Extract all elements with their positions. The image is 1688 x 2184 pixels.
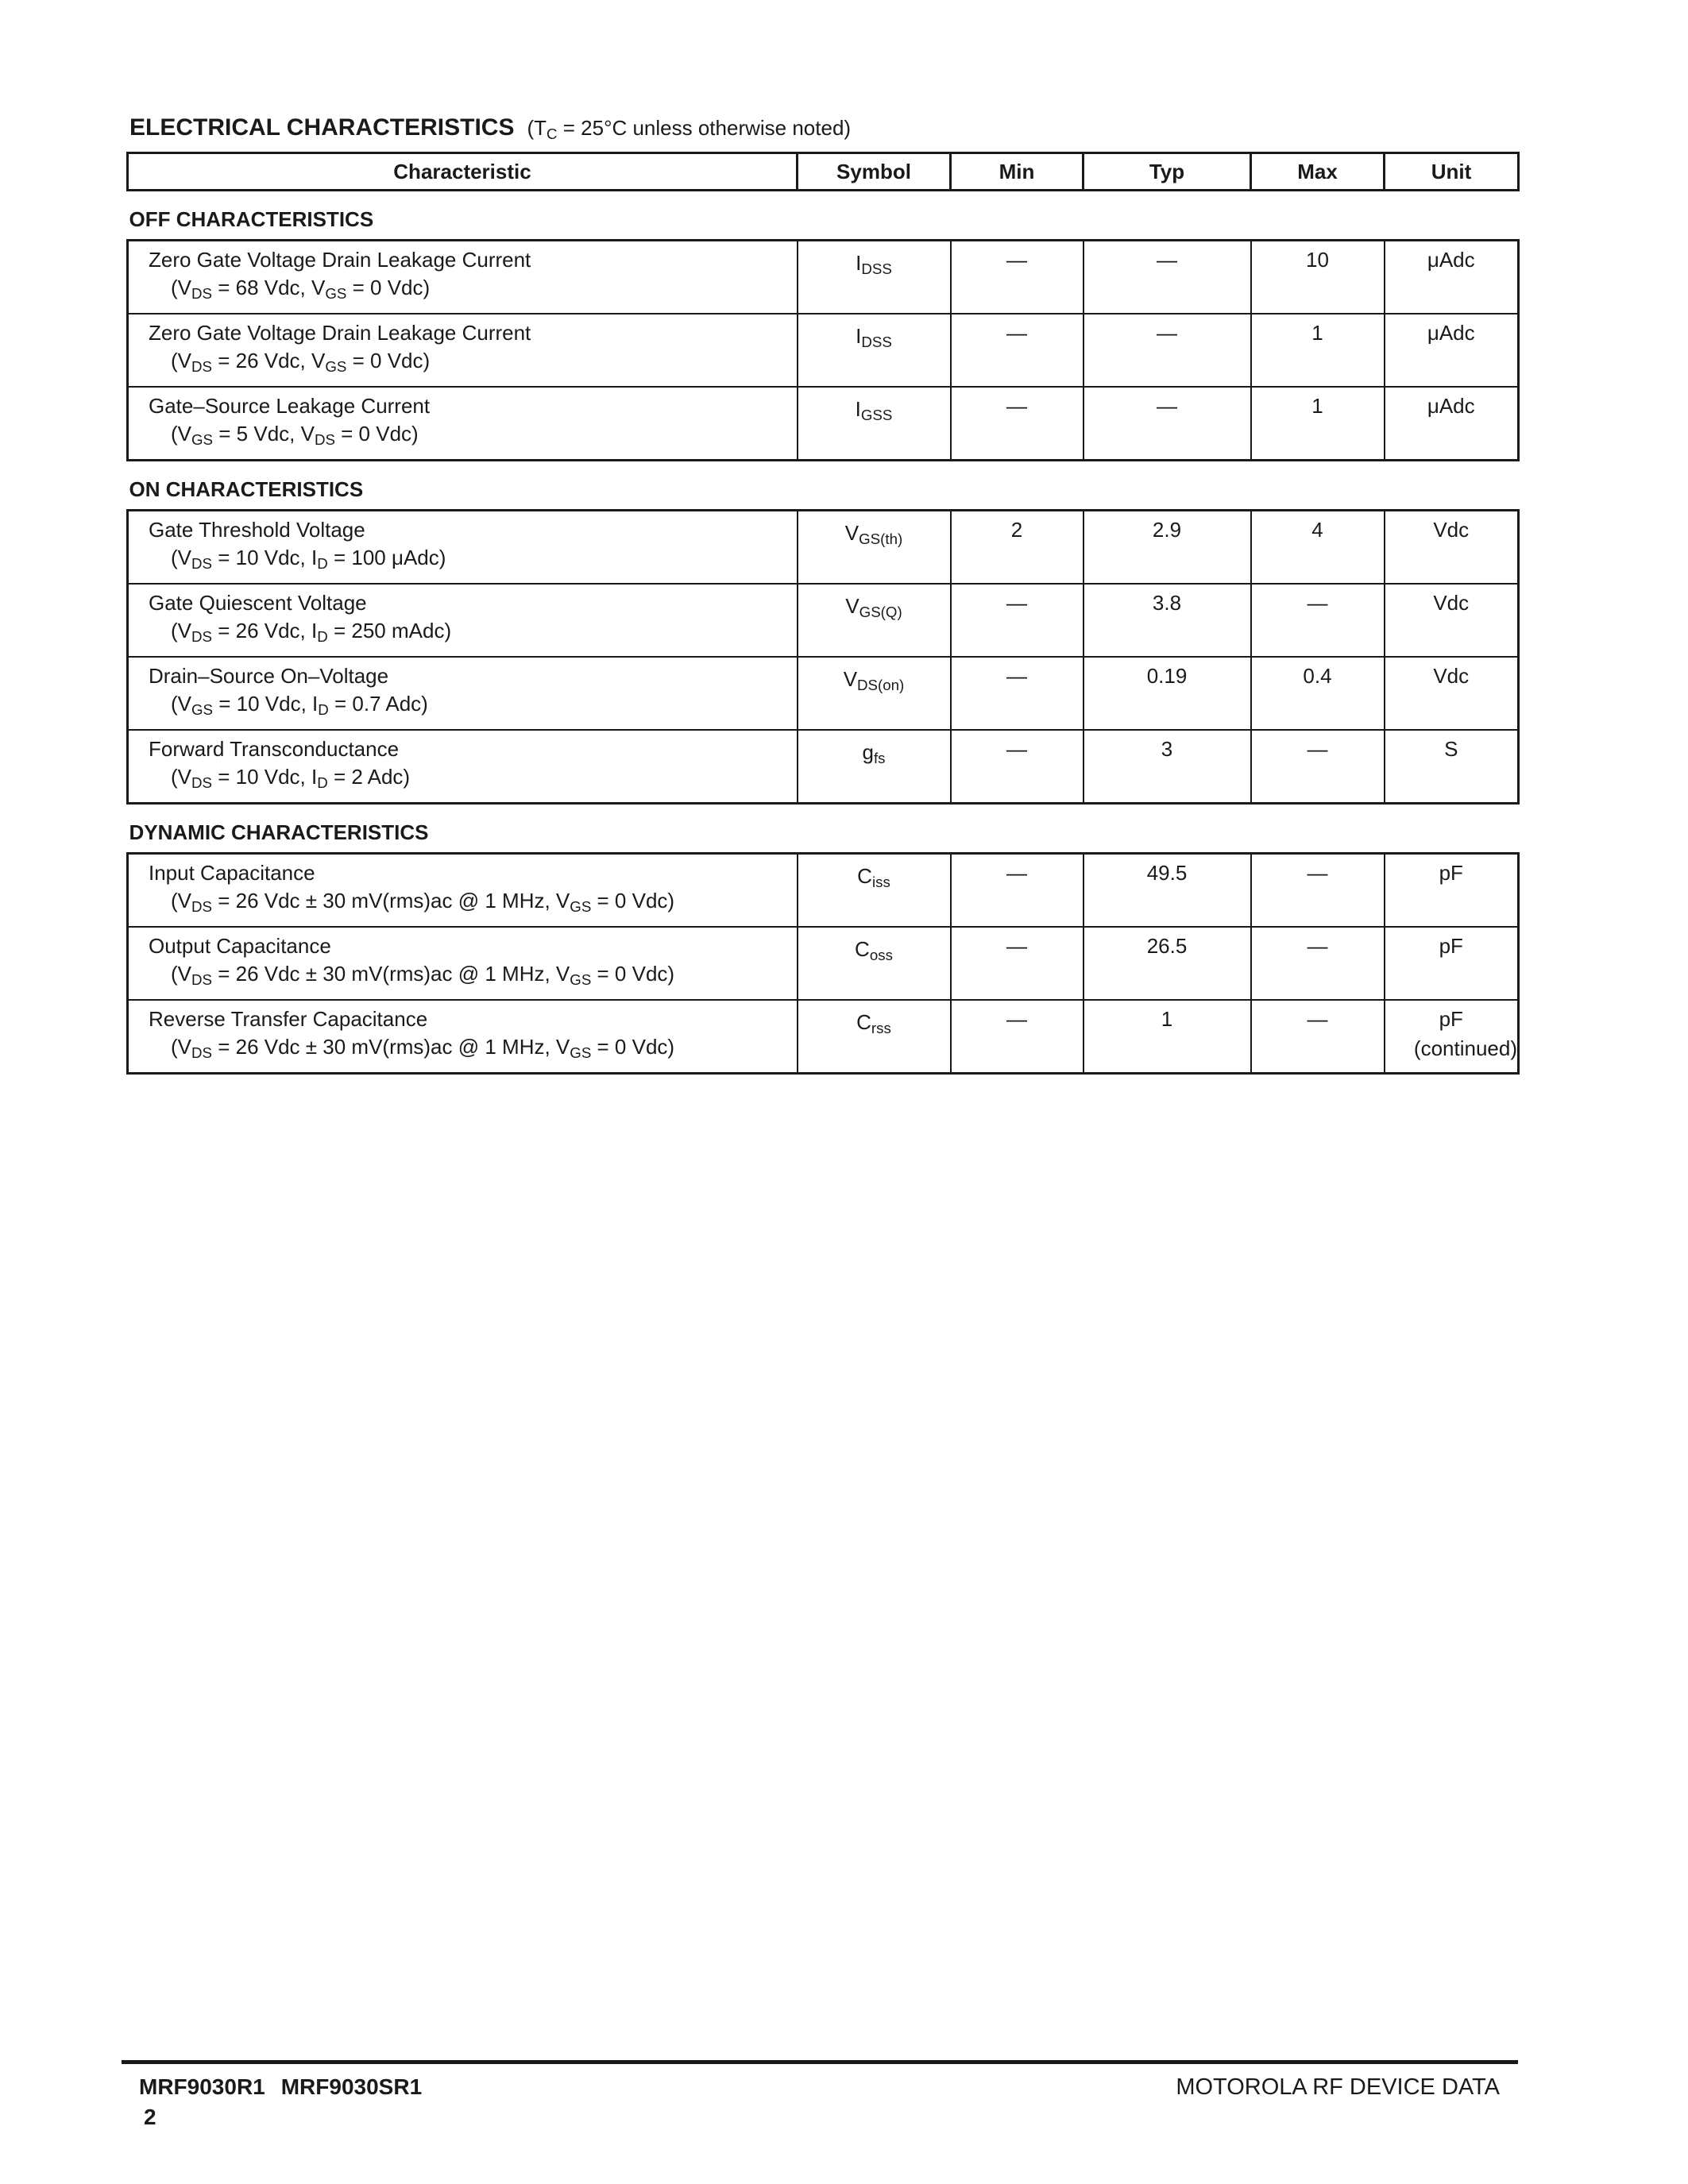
max-cell: 0.4 bbox=[1251, 657, 1385, 730]
page-number: 2 bbox=[144, 2105, 156, 2129]
characteristic-name: Zero Gate Voltage Drain Leakage Current bbox=[149, 248, 531, 272]
typ-cell: 3.8 bbox=[1083, 584, 1251, 657]
test-condition: ($V_{DS} = 26$ Vdc, $V_{GS} = 0$ Vdc) bbox=[171, 349, 431, 376]
part-number: MRF9030SR1 bbox=[280, 2074, 423, 2099]
unit-cell: S bbox=[1385, 730, 1519, 804]
test-condition: ($V_{DS} = 26$ Vdc ± 30 mV(rms)ac @ 1 MHz, $V_{GS} = 0$ Vdc) bbox=[171, 889, 675, 916]
typ-cell: 0.19 bbox=[1083, 657, 1251, 730]
table-row bbox=[128, 730, 1519, 804]
test-condition: ($V_{DS} = 68$ Vdc, $V_{GS} = 0$ Vdc) bbox=[171, 276, 431, 303]
characteristic-cell bbox=[128, 730, 798, 804]
column-header-symbol: Symbol bbox=[798, 153, 951, 191]
test-condition: ($V_{DS} = 26$ Vdc, $I_D = 250$ mAdc) bbox=[171, 619, 452, 646]
unit-cell: Vdc bbox=[1385, 511, 1519, 585]
test-condition: ($V_{GS} = 5$ Vdc, $V_{DS} = 0$ Vdc) bbox=[171, 422, 419, 449]
test-condition: ($V_{DS} = 26$ Vdc ± 30 mV(rms)ac @ 1 MHz, $V_{GS} = 0$ Vdc) bbox=[171, 962, 675, 989]
typ-cell: 49.5 bbox=[1083, 854, 1251, 928]
section-header-row bbox=[128, 191, 1519, 241]
table-row bbox=[128, 584, 1519, 657]
symbol-cell bbox=[798, 854, 951, 928]
typ-cell: 3 bbox=[1083, 730, 1251, 804]
characteristic-cell bbox=[128, 584, 798, 657]
min-cell: — bbox=[951, 241, 1083, 314]
symbol: $g_{fs}$ bbox=[862, 740, 886, 767]
section-title: ON CHARACTERISTICS bbox=[129, 477, 364, 501]
max-cell: — bbox=[1251, 1000, 1385, 1074]
publisher-label: MOTOROLA RF DEVICE DATA bbox=[1176, 2074, 1500, 2100]
symbol-cell bbox=[798, 511, 951, 585]
unit-cell: μAdc bbox=[1385, 387, 1519, 461]
unit-cell: pF bbox=[1385, 1000, 1519, 1074]
min-cell: — bbox=[951, 584, 1083, 657]
symbol: $I_{DSS}$ bbox=[856, 324, 892, 351]
typ-cell: — bbox=[1083, 387, 1251, 461]
section-header-row bbox=[128, 461, 1519, 511]
typ-cell: — bbox=[1083, 241, 1251, 314]
typ-cell: — bbox=[1083, 314, 1251, 387]
symbol: $I_{DSS}$ bbox=[856, 251, 892, 278]
symbol-cell bbox=[798, 1000, 951, 1074]
test-condition-note: ($T_C = 25^\circ C$ unless otherwise noted) bbox=[527, 116, 852, 143]
unit-cell: μAdc bbox=[1385, 241, 1519, 314]
electrical-characteristics-table bbox=[126, 152, 1520, 1075]
continued-note: (continued) bbox=[1413, 1036, 1517, 1060]
table-row bbox=[128, 1000, 1519, 1074]
characteristic-name: Forward Transconductance bbox=[149, 737, 400, 761]
unit-cell: Vdc bbox=[1385, 657, 1519, 730]
min-cell: — bbox=[951, 854, 1083, 928]
symbol-cell bbox=[798, 584, 951, 657]
symbol-cell bbox=[798, 657, 951, 730]
min-cell: — bbox=[951, 387, 1083, 461]
max-cell: 4 bbox=[1251, 511, 1385, 585]
min-cell: — bbox=[951, 657, 1083, 730]
characteristic-name: Gate Threshold Voltage bbox=[149, 518, 365, 542]
footer-rule bbox=[122, 2060, 1518, 2064]
table-row bbox=[128, 927, 1519, 1000]
typ-cell: 26.5 bbox=[1083, 927, 1251, 1000]
column-header-min: Min bbox=[951, 153, 1083, 191]
test-condition: ($V_{DS} = 26$ Vdc ± 30 mV(rms)ac @ 1 MHz, $V_{GS} = 0$ Vdc) bbox=[171, 1035, 675, 1062]
symbol: $V_{GS(Q)}$ bbox=[845, 594, 902, 621]
symbol-cell bbox=[798, 314, 951, 387]
table-row bbox=[128, 854, 1519, 928]
unit-cell: pF bbox=[1385, 927, 1519, 1000]
test-condition: ($V_{DS} = 10$ Vdc, $I_D = 2$ Adc) bbox=[171, 765, 411, 792]
column-header-max: Max bbox=[1251, 153, 1385, 191]
symbol: $C_{rss}$ bbox=[856, 1010, 891, 1037]
typ-cell: 2.9 bbox=[1083, 511, 1251, 585]
unit-cell: μAdc bbox=[1385, 314, 1519, 387]
part-number: MRF9030R1 bbox=[139, 2074, 265, 2099]
characteristic-cell bbox=[128, 657, 798, 730]
table-header-row bbox=[128, 153, 1519, 191]
table-row bbox=[128, 314, 1519, 387]
symbol: $V_{DS(on)}$ bbox=[843, 667, 905, 694]
symbol-cell bbox=[798, 241, 951, 314]
characteristic-cell bbox=[128, 387, 798, 461]
section-title: ELECTRICAL CHARACTERISTICS bbox=[129, 114, 515, 141]
symbol: $I_{GSS}$ bbox=[855, 397, 893, 424]
max-cell: 1 bbox=[1251, 314, 1385, 387]
characteristic-name: Drain–Source On–Voltage bbox=[149, 664, 389, 688]
footer-part-numbers bbox=[139, 2074, 422, 2100]
characteristic-name: Gate Quiescent Voltage bbox=[149, 591, 367, 615]
characteristic-cell bbox=[128, 511, 798, 585]
characteristic-name: Input Capacitance bbox=[149, 861, 315, 885]
characteristic-name: Output Capacitance bbox=[149, 934, 331, 958]
table-row bbox=[128, 241, 1519, 314]
characteristic-name: Reverse Transfer Capacitance bbox=[149, 1007, 428, 1031]
min-cell: — bbox=[951, 927, 1083, 1000]
test-condition: ($V_{DS} = 10$ Vdc, $I_D = 100$ μAdc) bbox=[171, 546, 446, 573]
table-row bbox=[128, 387, 1519, 461]
test-condition: ($V_{GS} = 10$ Vdc, $I_D = 0.7$ Adc) bbox=[171, 692, 428, 719]
characteristic-name: Zero Gate Voltage Drain Leakage Current bbox=[149, 321, 531, 345]
characteristic-cell bbox=[128, 1000, 798, 1074]
table-row bbox=[128, 511, 1519, 585]
min-cell: — bbox=[951, 730, 1083, 804]
max-cell: — bbox=[1251, 927, 1385, 1000]
column-header-typ: Typ bbox=[1083, 153, 1251, 191]
max-cell: 10 bbox=[1251, 241, 1385, 314]
unit-cell: Vdc bbox=[1385, 584, 1519, 657]
section-header-row bbox=[128, 804, 1519, 854]
characteristic-cell bbox=[128, 314, 798, 387]
page-title bbox=[129, 114, 851, 141]
column-header-characteristic: Characteristic bbox=[128, 153, 798, 191]
min-cell: — bbox=[951, 1000, 1083, 1074]
unit-cell: pF bbox=[1385, 854, 1519, 928]
characteristic-cell bbox=[128, 241, 798, 314]
symbol-cell bbox=[798, 730, 951, 804]
characteristic-cell bbox=[128, 854, 798, 928]
section-title: DYNAMIC CHARACTERISTICS bbox=[129, 820, 429, 844]
min-cell: 2 bbox=[951, 511, 1083, 585]
typ-cell: 1 bbox=[1083, 1000, 1251, 1074]
symbol-cell bbox=[798, 927, 951, 1000]
column-header-unit: Unit bbox=[1385, 153, 1519, 191]
section-title: OFF CHARACTERISTICS bbox=[129, 206, 374, 231]
symbol: $C_{oss}$ bbox=[855, 937, 893, 964]
max-cell: 1 bbox=[1251, 387, 1385, 461]
characteristic-cell bbox=[128, 927, 798, 1000]
max-cell: — bbox=[1251, 854, 1385, 928]
min-cell: — bbox=[951, 314, 1083, 387]
symbol: $C_{iss}$ bbox=[857, 864, 890, 891]
table-body bbox=[128, 191, 1519, 1074]
max-cell: — bbox=[1251, 584, 1385, 657]
max-cell: — bbox=[1251, 730, 1385, 804]
symbol-cell bbox=[798, 387, 951, 461]
characteristic-name: Gate–Source Leakage Current bbox=[149, 394, 431, 418]
symbol: $V_{GS(th)}$ bbox=[844, 521, 903, 548]
table-row bbox=[128, 657, 1519, 730]
